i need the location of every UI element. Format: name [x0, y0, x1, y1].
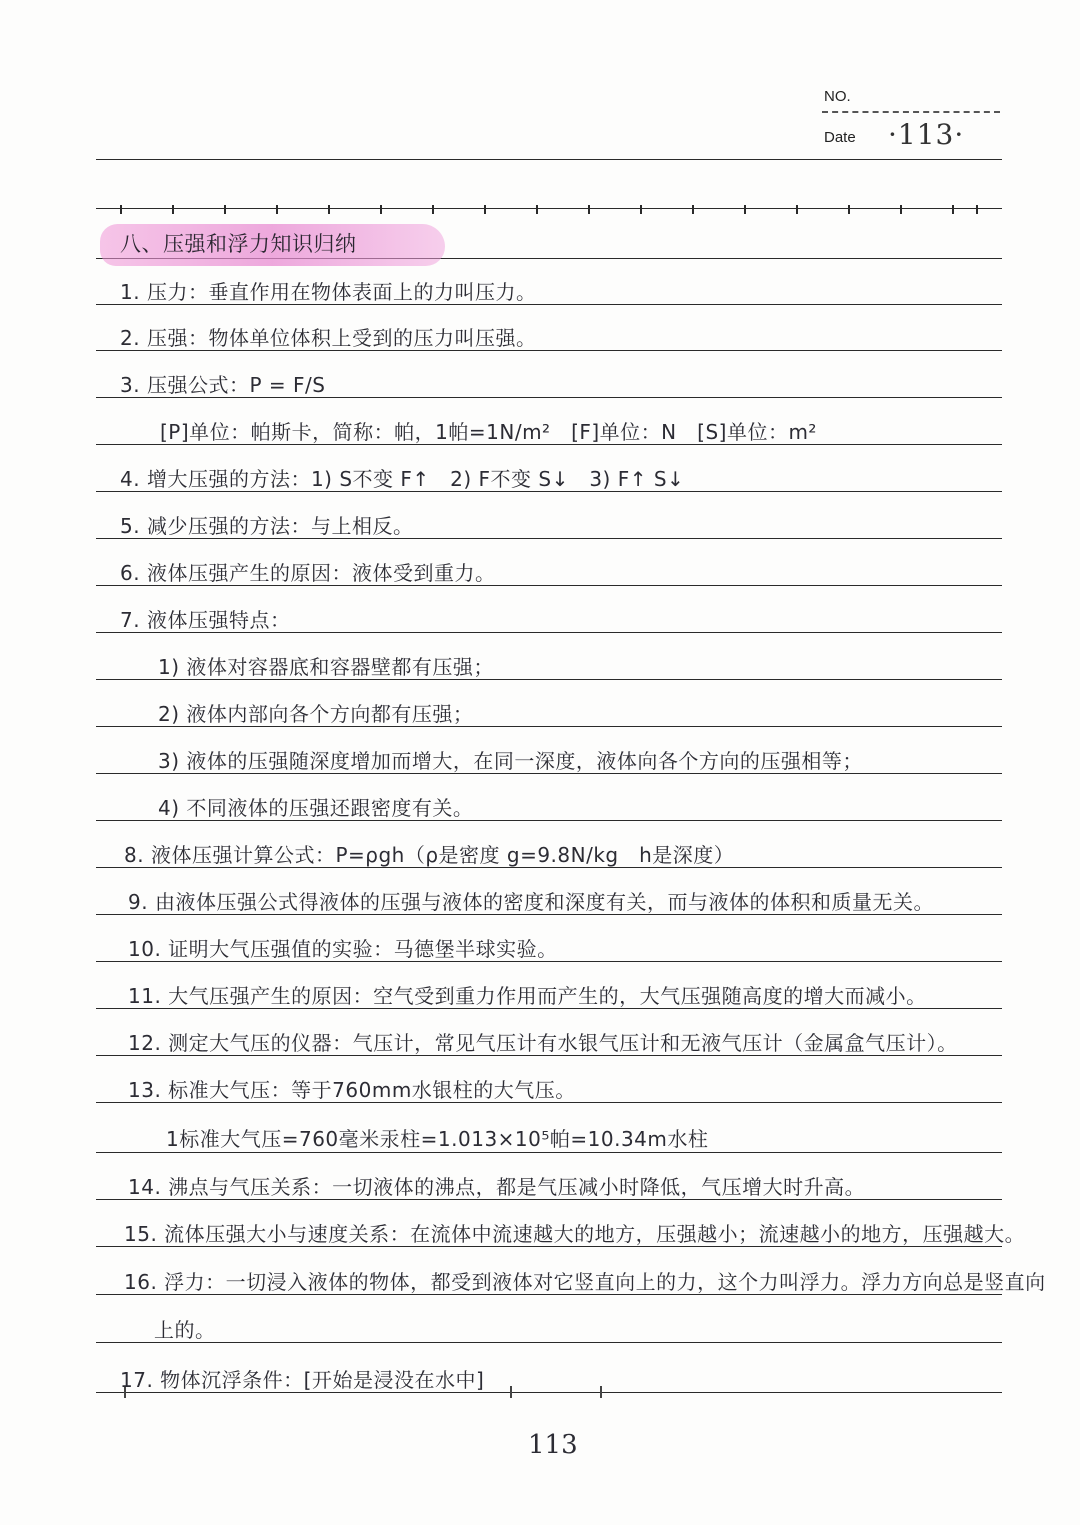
- note-line: 6. 液体压强产生的原因：液体受到重力。: [120, 561, 496, 585]
- ruled-line: [96, 397, 1002, 398]
- note-line: 17. 物体沉浮条件：[开始是浸没在水中]: [120, 1368, 485, 1392]
- header-rule: [96, 159, 1002, 160]
- note-line: 14. 沸点与气压关系：一切液体的沸点，都是气压减小时降低，气压增大时升高。: [128, 1175, 866, 1199]
- ruled-line: [96, 867, 1002, 868]
- note-line: 8. 液体压强计算公式：P=ρgh（ρ是密度 g=9.8N/kg h是深度）: [124, 843, 735, 867]
- note-line: 7. 液体压强特点：: [120, 608, 291, 632]
- note-line: 1) 液体对容器底和容器壁都有压强；: [158, 655, 494, 679]
- note-line: 2. 压强：物体单位体积上受到的压力叫压强。: [120, 326, 537, 350]
- ruled-line: [96, 1055, 1002, 1056]
- ruled-line: [96, 1008, 1002, 1009]
- ruled-line: [96, 773, 1002, 774]
- note-line: 3. 压强公式：P = F/S: [120, 373, 326, 397]
- bottom-tick: [600, 1386, 602, 1398]
- note-line: 9. 由液体压强公式得液体的压强与液体的密度和深度有关，而与液体的体积和质量无关。: [128, 890, 934, 914]
- ruled-line: [96, 444, 1002, 445]
- section-heading: 八、压强和浮力知识归纳: [120, 232, 357, 256]
- date-label: Date: [824, 129, 856, 146]
- page-number: 113: [528, 1430, 578, 1460]
- note-line: 13. 标准大气压：等于760mm水银柱的大气压。: [128, 1078, 576, 1102]
- ruled-line: [96, 350, 1002, 351]
- ruled-line: [96, 1102, 1002, 1103]
- note-line: 16. 浮力：一切浸入液体的物体，都受到液体对它竖直向上的力，这个力叫浮力。浮力方向总是竖直向: [124, 1270, 1046, 1294]
- note-line: 3) 液体的压强随深度增加而增大，在同一深度，液体向各个方向的压强相等；: [158, 749, 863, 773]
- note-line: 4. 增大压强的方法：1) S不变 F↑ 2) F不变 S↓ 3) F↑ S↓: [120, 467, 685, 491]
- ruled-line: [96, 632, 1002, 633]
- note-line: 上的。: [154, 1318, 216, 1342]
- note-line: 11. 大气压强产生的原因：空气受到重力作用而产生的，大气压强随高度的增大而减小。: [128, 984, 927, 1008]
- note-line: 15. 流体压强大小与速度关系：在流体中流速越大的地方，压强越小；流速越小的地方，压强越大。: [124, 1222, 1026, 1246]
- ruled-line: [96, 679, 1002, 680]
- date-value: ·113·: [888, 118, 965, 151]
- ruler-line: [96, 208, 1002, 219]
- bottom-tick: [510, 1386, 512, 1398]
- note-line: 5. 减少压强的方法：与上相反。: [120, 514, 414, 538]
- note-line: 2) 液体内部向各个方向都有压强；: [158, 702, 474, 726]
- note-line: 12. 测定大气压的仪器：气压计，常见气压计有水银气压计和无液气压计（金属盒气压计）。: [128, 1031, 958, 1055]
- ruled-line: [96, 726, 1002, 727]
- ruled-line: [96, 914, 1002, 915]
- ruled-line: [96, 1199, 1002, 1200]
- ruled-line: [96, 961, 1002, 962]
- ruled-line: [96, 1392, 1002, 1393]
- ruled-line: [96, 491, 1002, 492]
- note-line: 4) 不同液体的压强还跟密度有关。: [158, 796, 474, 820]
- ruled-line: [96, 820, 1002, 821]
- note-line: 10. 证明大气压强值的实验：马德堡半球实验。: [128, 937, 558, 961]
- ruled-line: [96, 1246, 1002, 1247]
- no-label: NO.: [824, 88, 851, 105]
- ruled-line: [96, 1152, 1002, 1153]
- no-dotted-line: [822, 111, 1000, 113]
- ruled-line: [96, 1342, 1002, 1343]
- note-line: 1. 压力：垂直作用在物体表面上的力叫压力。: [120, 280, 537, 304]
- ruled-line: [96, 304, 1002, 305]
- ruled-line: [96, 585, 1002, 586]
- ruled-line: [96, 1294, 1002, 1295]
- ruled-line: [96, 538, 1002, 539]
- note-line: 1标准大气压=760毫米汞柱=1.013×10⁵帕=10.34m水柱: [166, 1127, 709, 1151]
- note-line: [P]单位：帕斯卡，简称：帕，1帕=1N/m² [F]单位：N [S]单位：m²: [160, 420, 817, 444]
